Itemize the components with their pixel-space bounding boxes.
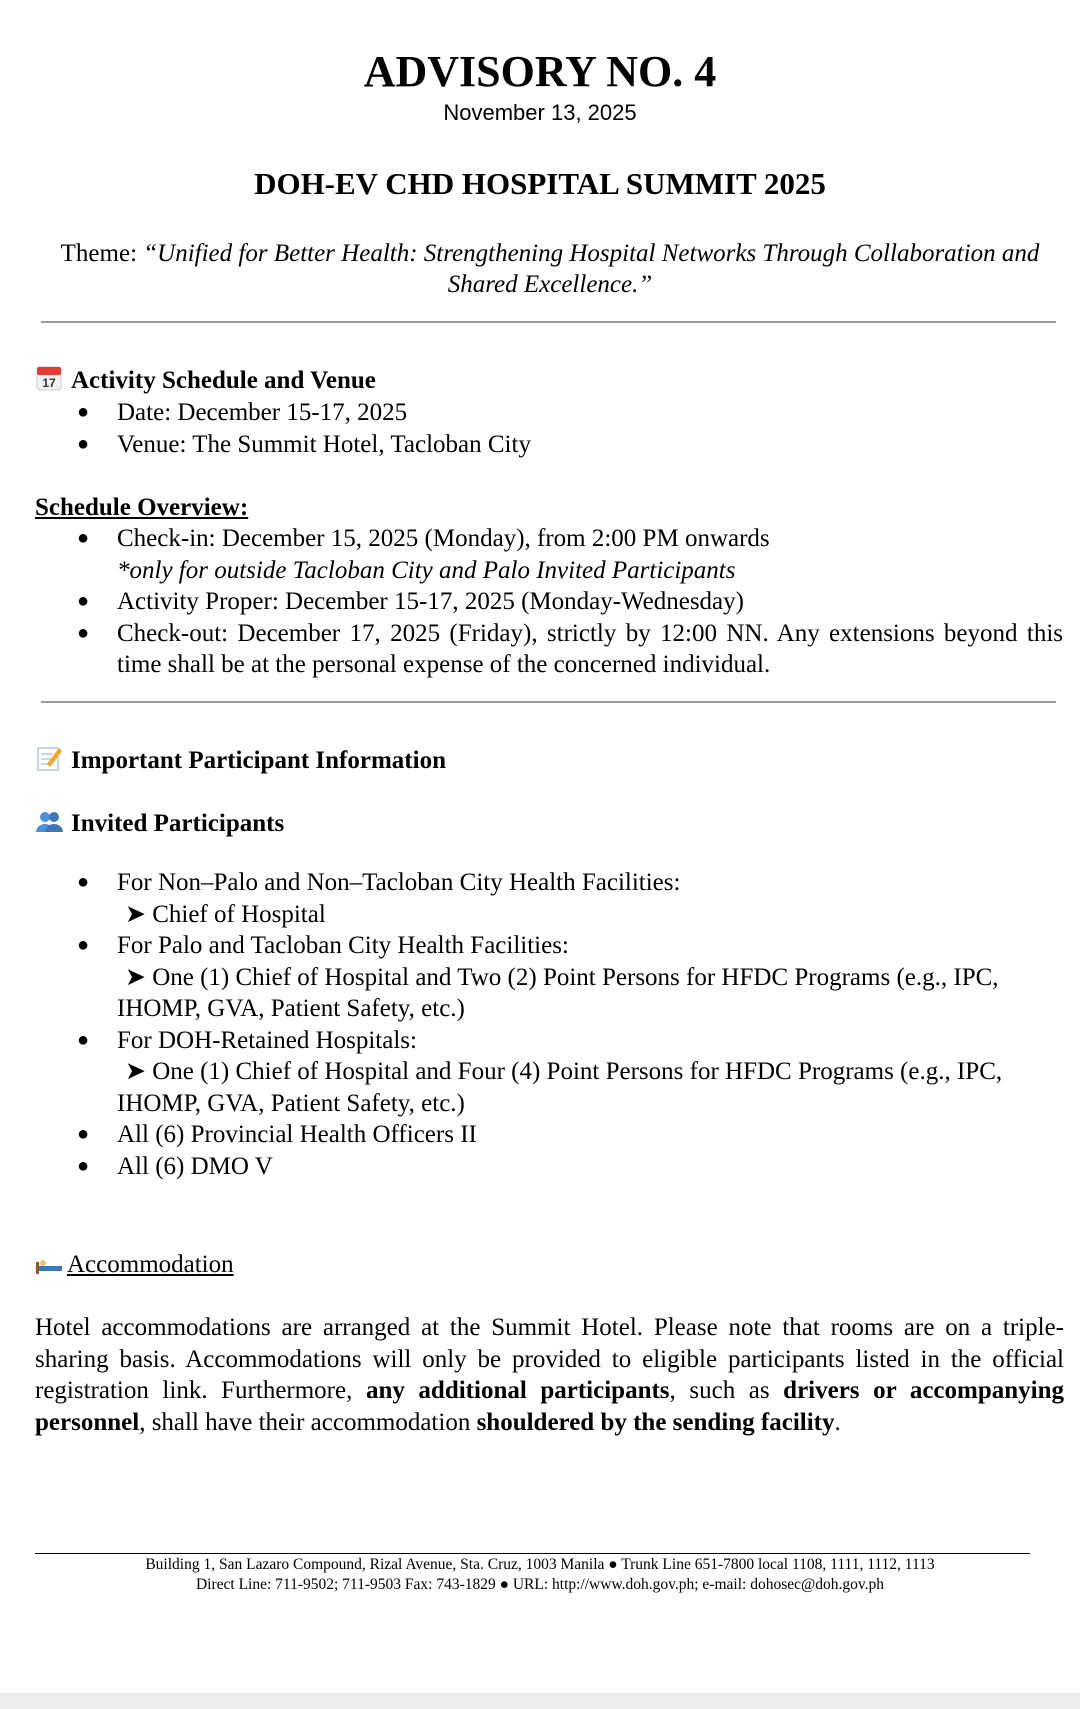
theme-label: Theme: (60, 240, 144, 267)
divider (41, 321, 1056, 323)
activity-proper-item: ● Activity Proper: December 15-17, 2025 (Monday-Wednesday) (83, 586, 1063, 618)
advisory-date: November 13, 2025 (443, 100, 637, 125)
checkout-item: ● Check-out: December 17, 2025 (Friday), strictly by 12:00 NN. Any extensions beyond this time shall be at the personal expense of the concerned individual. (83, 618, 1063, 681)
footer-divider (35, 1553, 1030, 1554)
schedule-date: ● Date: December 15-17, 2025 (83, 397, 1063, 429)
overview-list (83, 523, 1063, 681)
checkin-note: *only for outside Tacloban City and Palo Invited Participants (117, 556, 736, 584)
accommodation-paragraph: Hotel accommodations are arranged at the Summit Hotel. Please note that rooms are on a triple-sharing basis. Accommodations will only be provided to eligible participants listed in the official registration link. Furthermore, any additional participants, such as drivers or accompanying personnel, shall have their accommodation shouldered by the sending facility. (35, 1314, 1065, 1436)
invited-item: ● For DOH-Retained Hospitals: ➤ One (1) Chief of Hospital and Four (4) Point Persons for HFDC Programs (e.g., IPC, IHOMP, GVA, Patient Safety, etc.) (83, 1025, 1063, 1120)
footer-address: Building 1, San Lazaro Compound, Rizal Avenue, Sta. Cruz, 1003 Manila ● Trunk Line 651-7800 local 1108, 1111, 1112, 1113 (145, 1556, 935, 1573)
invited-heading: Invited Participants (35, 807, 284, 840)
schedule-list (83, 397, 1063, 460)
svg-text:17: 17 (42, 376, 56, 390)
schedule-heading: 17 Activity Schedule and Venue (35, 364, 376, 397)
invited-item: ● All (6) Provincial Health Officers II (83, 1119, 1063, 1151)
bed-icon (35, 1248, 63, 1276)
invited-item: ● For Non–Palo and Non–Tacloban City Health Facilities: ➤ Chief of Hospital (83, 867, 1063, 930)
theme-text: “Unified for Better Health: Strengthening Hospital Networks Through Collaboration and Shared Excellence.” (143, 240, 1040, 298)
invited-item: ● All (6) DMO V (83, 1151, 1063, 1183)
checkin-item: ● Check-in: December 15, 2025 (Monday), from 2:00 PM onwards *only for outside Tacloban City and Palo Invited Participants (83, 523, 1063, 586)
page-bottom-bar (0, 1693, 1080, 1709)
overview-heading: Schedule Overview: (35, 494, 249, 521)
people-icon (35, 807, 63, 835)
theme (30, 238, 1070, 300)
invited-list (83, 867, 1063, 1182)
footer-contact: Direct Line: 711-9502; 711-9503 Fax: 743-1829 ● URL: http://www.doh.gov.ph; e-mail: dohosec@doh.gov.ph (195, 1576, 885, 1593)
divider (41, 701, 1056, 703)
memo-icon (35, 744, 63, 772)
advisory-title: ADVISORY NO. 4 (363, 47, 717, 96)
invited-item: ● For Palo and Tacloban City Health Facilities: ➤ One (1) Chief of Hospital and Two (2) Point Persons for HFDC Programs (e.g., IPC, IHOMP, GVA, Patient Safety, etc.) (83, 930, 1063, 1025)
info-heading: Important Participant Information (35, 744, 446, 777)
schedule-venue: ● Venue: The Summit Hotel, Tacloban City (83, 429, 1063, 461)
calendar-icon (35, 364, 63, 392)
accommodation-heading: Accommodation (35, 1248, 234, 1281)
event-title: DOH-EV CHD HOSPITAL SUMMIT 2025 (254, 166, 826, 201)
